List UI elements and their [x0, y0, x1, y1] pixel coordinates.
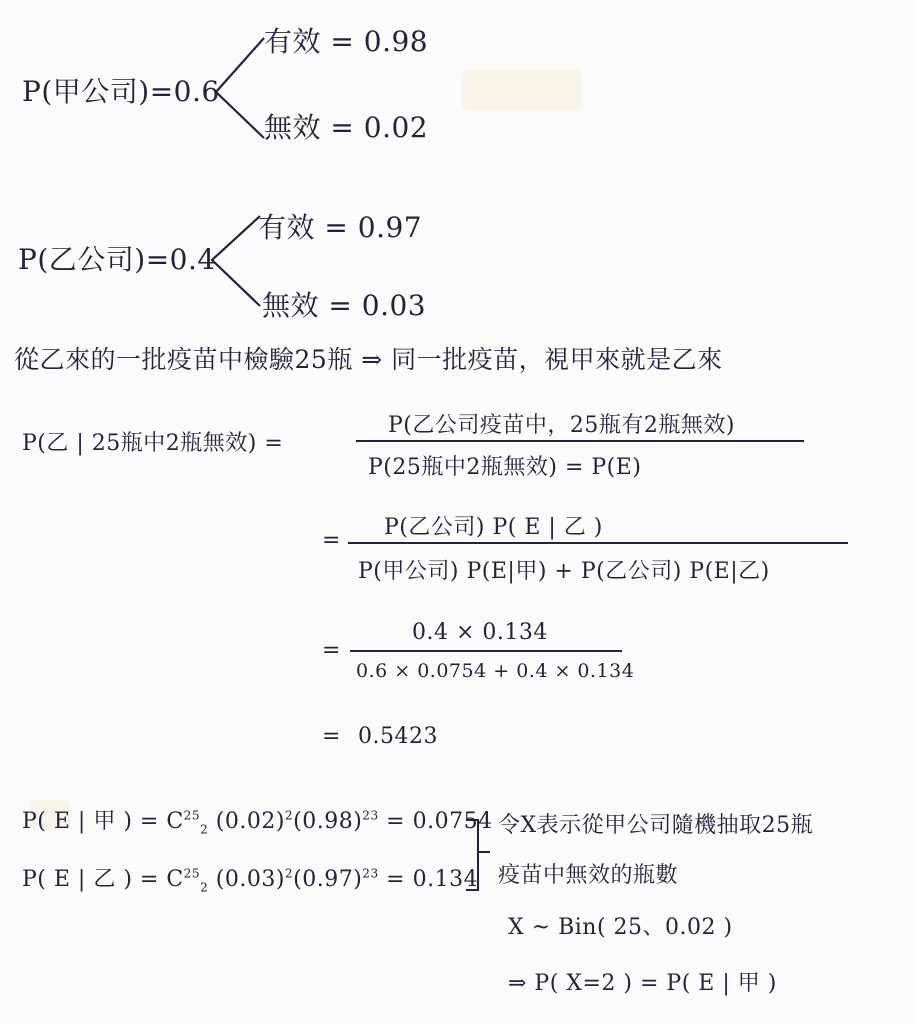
tree2-lower-branch: 無效 = 0.03	[262, 289, 427, 322]
tree2-branch	[204, 212, 264, 312]
fraction-bar	[356, 440, 804, 442]
note-line3: X ~ Bin( 25、0.02 )	[508, 915, 733, 940]
problem-statement: 從乙來的一批疫苗中檢驗25瓶 ⇒ 同一批疫苗，視甲來就是乙來	[14, 345, 723, 374]
tree2-upper-branch: 有效 = 0.97	[258, 211, 423, 244]
bayes-result: 0.5423	[358, 724, 438, 749]
bayes-step3-numerator: 0.4 × 0.134	[412, 620, 548, 645]
fraction-bar	[348, 542, 848, 544]
tree1-upper-branch: 有效 = 0.98	[264, 25, 429, 58]
bayes-step1-denominator: P(25瓶中2瓶無效) = P(E)	[368, 455, 642, 480]
bayes-step2-numerator: P(乙公司) P( E | 乙 )	[384, 515, 603, 540]
bayes-step1-numerator: P(乙公司疫苗中，25瓶有2瓶無效)	[388, 413, 735, 438]
equals-sign: =	[322, 528, 341, 553]
pe-yi-formula: P( E | 乙 ) = $C^{25}_2$ $(0.03)^2(0.97)^{23} = 0.134$	[22, 866, 479, 895]
pe-jia-formula: P( E | 甲 ) = $C^{25}_2$ $(0.02)^2(0.98)^{23} = 0.0754$	[22, 808, 493, 837]
tree1-lower-branch: 無效 = 0.02	[264, 111, 429, 144]
note-line1: 令X表示從甲公司隨機抽取25瓶	[498, 813, 814, 838]
equals-sign: =	[322, 638, 341, 663]
tree1-root: P(甲公司)=0.6	[22, 75, 220, 108]
bayes-step2-denominator: P(甲公司) P(E|甲) + P(乙公司) P(E|乙)	[358, 559, 770, 584]
tree2-root: P(乙公司)=0.4	[18, 243, 216, 276]
note-line4: ⇒ P( X=2 ) = P( E | 甲 )	[508, 971, 777, 996]
bayes-lhs: P(乙 | 25瓶中2瓶無效) =	[22, 431, 284, 456]
right-bracket	[462, 816, 492, 896]
fraction-bar	[350, 650, 622, 652]
equals-sign: =	[322, 724, 341, 749]
bayes-step3-denominator: 0.6 × 0.0754 + 0.4 × 0.134	[356, 660, 635, 682]
note-line2: 疫苗中無效的瓶數	[498, 863, 679, 888]
background-smudge	[462, 70, 582, 110]
tree1-branch	[208, 34, 268, 144]
